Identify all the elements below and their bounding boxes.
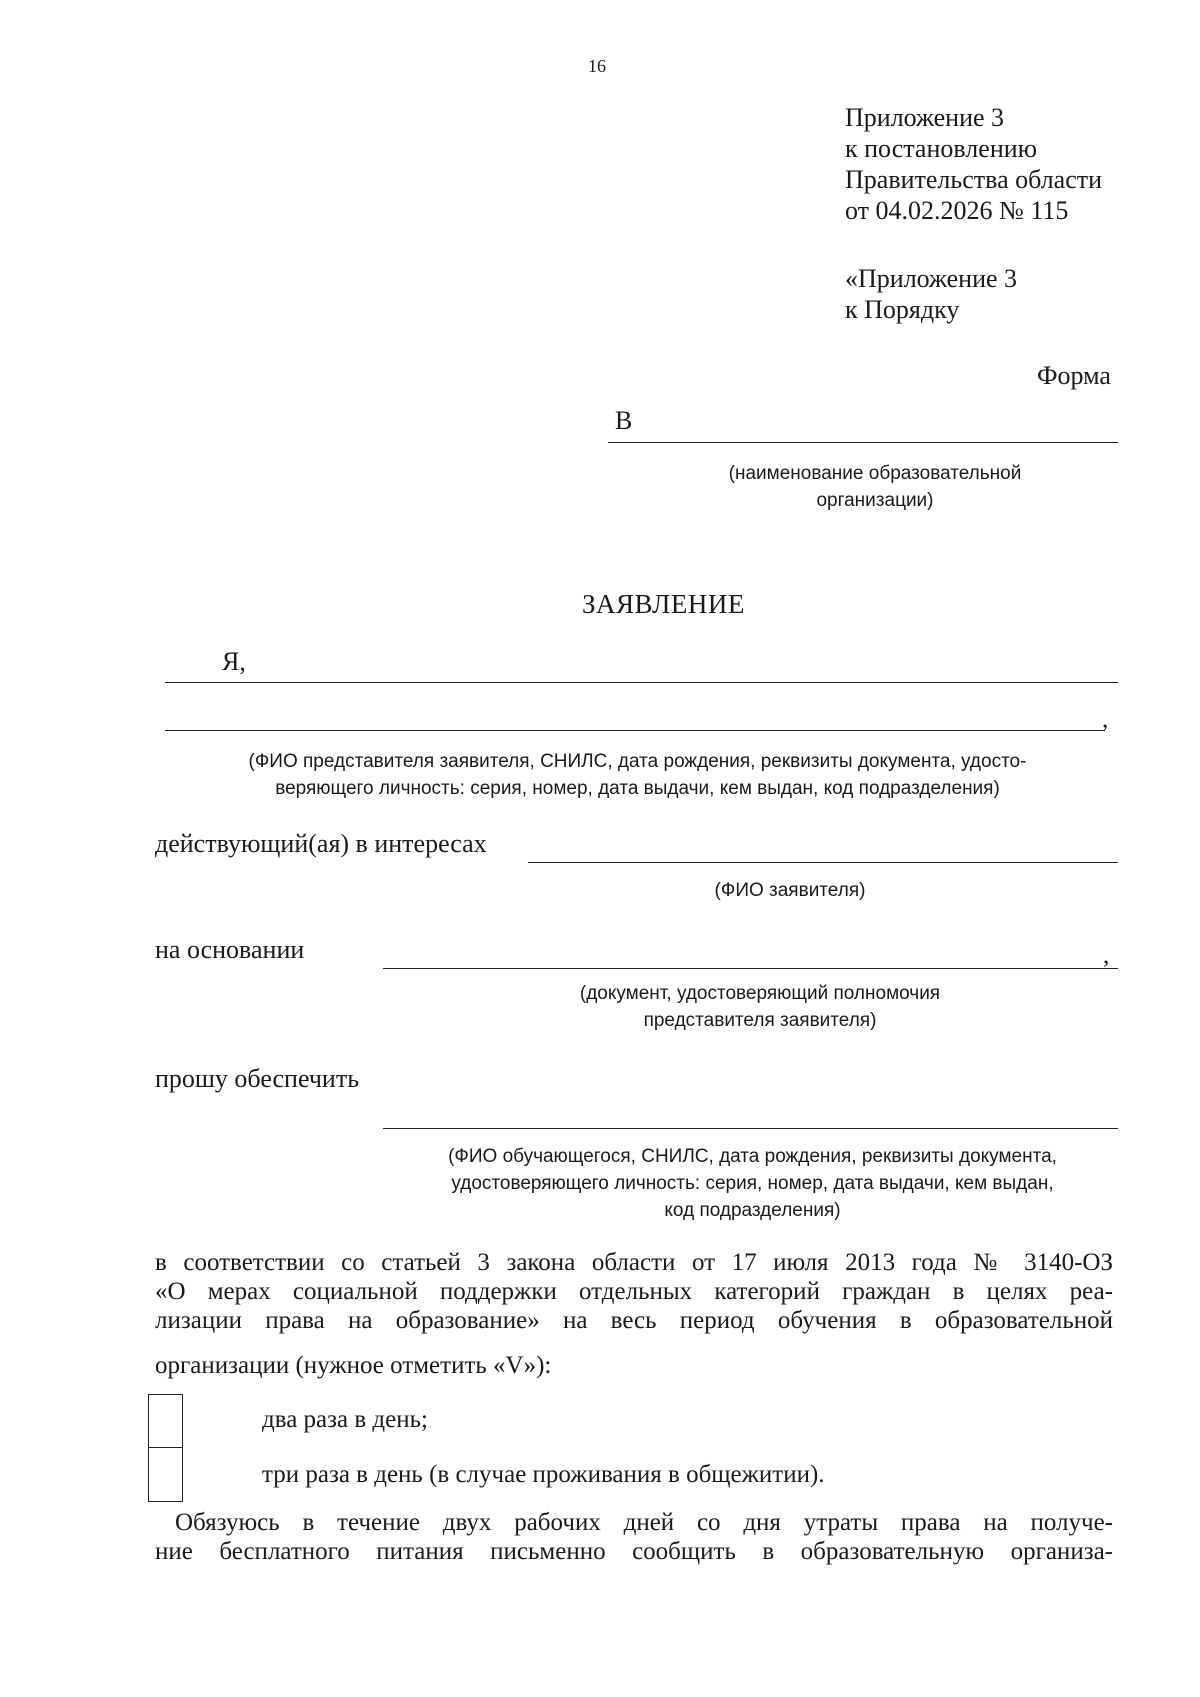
paragraph-line: организации (нужное отметить «V»):	[155, 1352, 552, 1379]
applicant-field-line-1[interactable]	[165, 682, 1118, 683]
paragraph-line: Обязуюсь в течение двух рабочих дней со дня утраты права на получе-	[175, 1509, 1113, 1536]
basis-label: на основании	[155, 935, 305, 964]
appendix-line: Правительства области	[845, 165, 1103, 194]
appendix-line: к постановлению	[845, 134, 1038, 163]
caption-line: (ФИО представителя заявителя, СНИЛС, дата рождения, реквизиты документа, удосто-	[248, 751, 1027, 772]
page-number: 16	[588, 56, 606, 76]
obligation-paragraph-cont	[155, 1537, 1113, 1566]
applicant-caption	[150, 748, 1125, 802]
applicant-field-line-2[interactable]	[165, 730, 1105, 731]
paragraph-line: «О мерах социальной поддержки отдельных категорий граждан в целях реа-	[155, 1278, 1113, 1305]
request-field-line[interactable]	[383, 1128, 1118, 1129]
option-label-thrice: три раза в день (в случае проживания в общежитии).	[262, 1461, 825, 1488]
appendix-order-block	[845, 263, 1017, 325]
recipient-caption	[640, 460, 1110, 514]
acting-caption: (ФИО заявителя)	[714, 880, 866, 901]
caption-line: код подразделения)	[664, 1200, 841, 1221]
recipient-field-line[interactable]	[608, 442, 1118, 443]
document-title: ЗАЯВЛЕНИЕ	[582, 589, 745, 619]
caption-line: представителя заявителя)	[643, 1010, 877, 1031]
recipient-prefix: В	[615, 406, 633, 435]
option-checkbox-thrice[interactable]	[148, 1447, 183, 1502]
acting-field-line[interactable]	[528, 862, 1118, 863]
caption-line: организации)	[816, 490, 934, 511]
appendix-line: от 04.02.2026 № 115	[845, 196, 1069, 225]
caption-line: удостоверяющего личность: серия, номер, дата выдачи, кем выдан,	[451, 1173, 1054, 1194]
appendix-line: Приложение 3	[845, 103, 1005, 132]
paragraph-line: ние бесплатного питания письменно сообщить в образовательную организа-	[155, 1538, 1113, 1565]
option-label-twice: два раза в день;	[262, 1406, 428, 1433]
law-paragraph	[155, 1248, 1113, 1335]
caption-line: веряющего личность: серия, номер, дата выдачи, кем выдан, код подразделения)	[275, 778, 1000, 799]
obligation-paragraph	[175, 1508, 1113, 1537]
appendix-order-line: к Порядку	[845, 295, 960, 324]
caption-line: (документ, удостоверяющий полномочия	[579, 983, 941, 1004]
caption-line: (наименование образовательной	[728, 463, 1022, 484]
option-checkbox-twice[interactable]	[148, 1394, 183, 1449]
caption-line: (ФИО обучающегося, СНИЛС, дата рождения, реквизиты документа,	[448, 1146, 1057, 1167]
appendix-order-line: «Приложение 3	[845, 264, 1018, 293]
applicant-prefix: Я,	[222, 647, 246, 676]
basis-caption	[520, 980, 1000, 1034]
appendix-block	[845, 102, 1102, 226]
form-label: Форма	[1037, 361, 1111, 390]
basis-field-line[interactable]	[383, 968, 1118, 969]
paragraph-line: в соответствии со статьей 3 закона области от 17 июля 2013 года № 3140-ОЗ	[155, 1249, 1113, 1276]
paragraph-line: лизации права на образование» на весь период обучения в образовательной	[155, 1307, 1113, 1334]
applicant-comma: ,	[1102, 706, 1109, 733]
request-label: прошу обеспечить	[155, 1064, 360, 1093]
request-caption	[380, 1143, 1125, 1224]
acting-label: действующий(ая) в интересах	[155, 829, 487, 858]
basis-comma: ,	[1103, 942, 1110, 969]
